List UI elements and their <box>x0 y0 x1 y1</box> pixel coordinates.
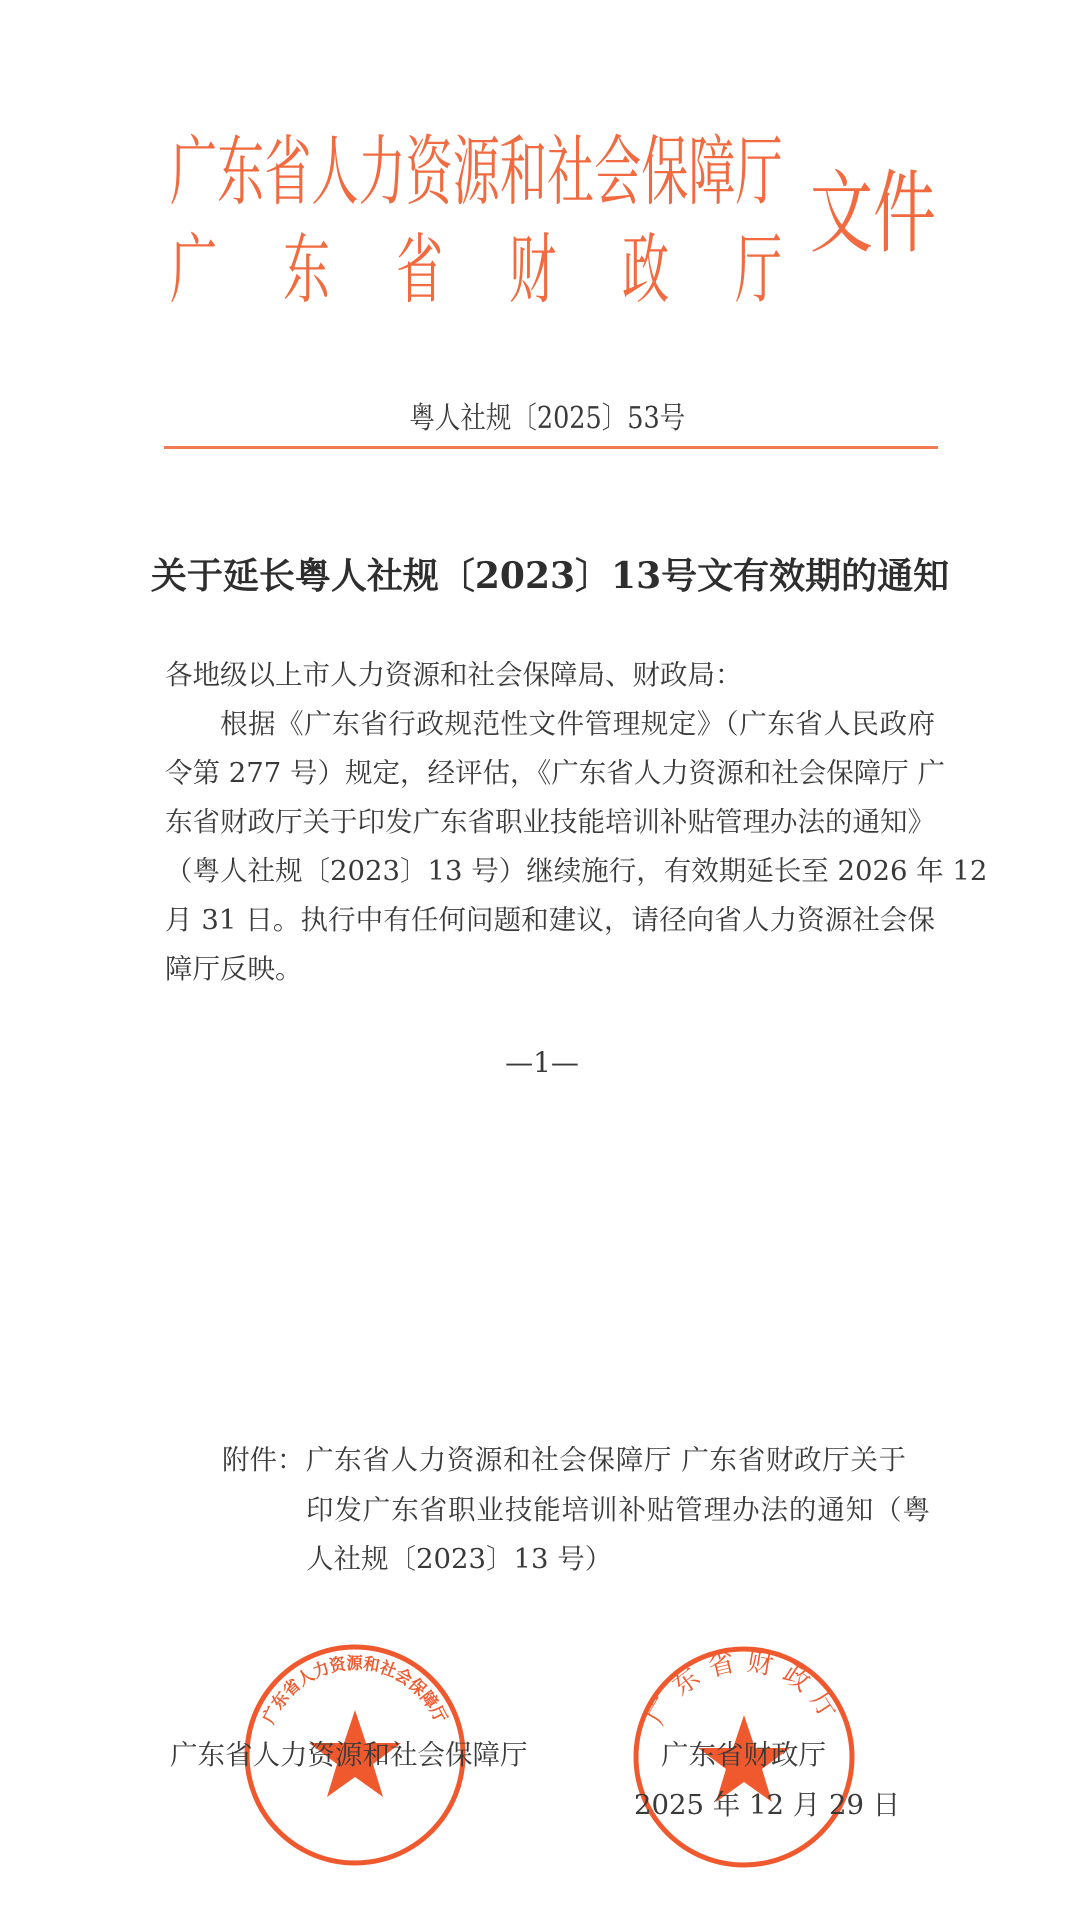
header-character: 厅 <box>735 229 783 313</box>
red-divider <box>164 446 938 449</box>
salutation: 各地级以上市人力资源和社会保障局、财政局： <box>165 659 743 691</box>
issuer-header-line1: 广东省人力资源和社会保障厅 <box>170 131 783 215</box>
document-title: 关于延长粤人社规〔2023〕13号文有效期的通知 <box>150 555 950 597</box>
header-character: 政 <box>622 229 670 313</box>
page-number: —1— <box>505 1046 579 1079</box>
body-line: 根据《广东省行政规范性文件管理规定》（广东省人民政府 <box>220 708 935 740</box>
signature-issuer1: 广东省人力资源和社会保障厅 <box>170 1739 528 1771</box>
document-number <box>0 402 1080 436</box>
body-line: （粤人社规〔2023〕13 号）继续施行，有效期延长至 2026 年 12 <box>165 855 988 887</box>
signature-issuer2: 广东省财政厅 <box>661 1739 826 1771</box>
attachment-line: 印发广东省职业技能培训补贴管理办法的通知（粤 <box>306 1494 930 1526</box>
body-line: 东省财政厅关于印发广东省职业技能培训补贴管理办法的通知》 <box>165 806 935 838</box>
attachment-line: 广东省人力资源和社会保障厅 广东省财政厅关于 <box>306 1444 906 1476</box>
header-character: 东 <box>283 229 331 313</box>
signature-date: 2025 年 12 月 29 日 <box>634 1789 901 1821</box>
document-word: 文件 <box>810 165 936 264</box>
attachment-line: 人社规〔2023〕13 号） <box>306 1543 613 1575</box>
attachment-label: 附件： <box>222 1444 305 1476</box>
body-line: 障厅反映。 <box>165 953 303 985</box>
seal-text: 广东省人力资源和社会保障厅 <box>259 1653 451 1728</box>
body-line: 令第 277 号）规定，经评估，《广东省人力资源和社会保障厅 广 <box>165 757 945 789</box>
document-number-text: 粤人社规〔2025〕53号 <box>409 401 685 436</box>
header-character: 省 <box>396 229 444 313</box>
header-character: 广 <box>170 229 218 313</box>
seal-text: 广东省财政厅 <box>641 1647 844 1731</box>
issuer-header-line2 <box>170 229 783 313</box>
header-character: 财 <box>509 229 557 313</box>
body-line: 月 31 日。执行中有任何问题和建议，请径向省人力资源社会保 <box>165 904 935 936</box>
